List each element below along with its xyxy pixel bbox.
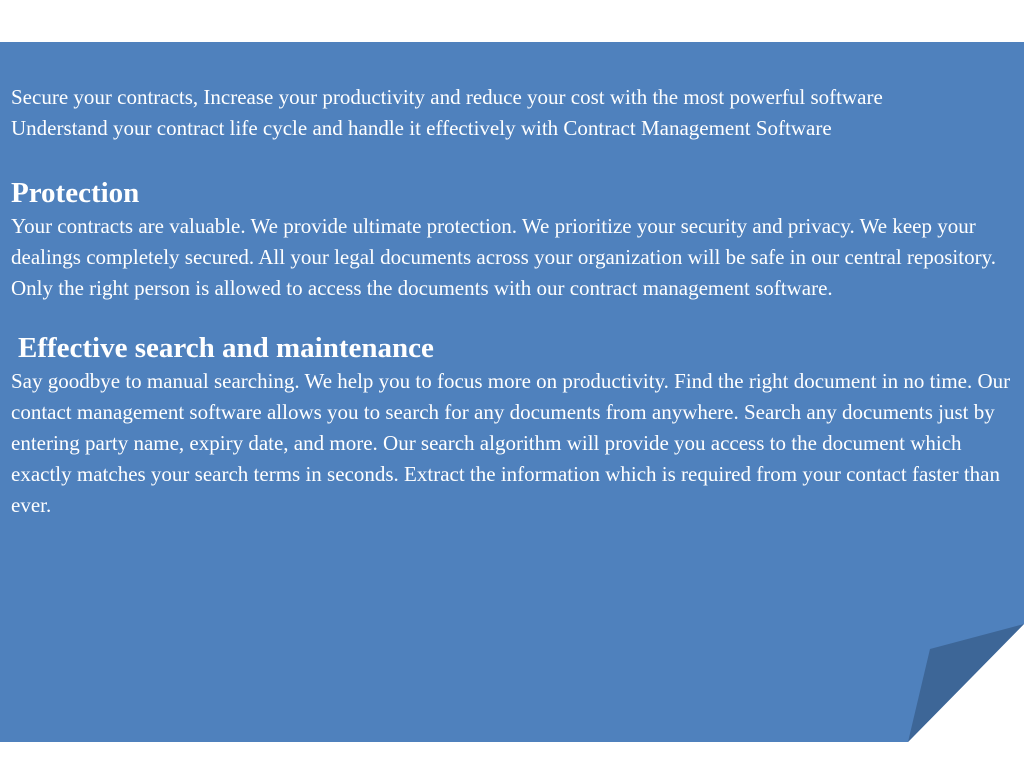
section-body: Your contracts are valuable. We provide ultimate protection. We prioritize your security and privacy. We keep your dealings completely secured. All your legal documents across your organization will be safe in our central repository. Only the right person is allowed to access the documents with our contract management software. (11, 214, 996, 300)
content-text (11, 82, 1016, 547)
section-protection (11, 175, 1016, 304)
intro-line-1: Secure your contracts, Increase your productivity and reduce your cost with the most powerful software (11, 85, 883, 109)
intro-block (11, 82, 1016, 144)
section-search (11, 330, 1016, 521)
intro-line-2: Understand your contract life cycle and handle it effectively with Contract Management Software (11, 116, 832, 140)
content-panel (0, 42, 1024, 742)
section-body: Say goodbye to manual searching. We help you to focus more on productivity. Find the right document in no time. Our contact management software allows you to search for any documents from anywhere. Search any documents just by entering party name, expiry date, and more. Our search algorithm will provide you access to the document which exactly matches your search terms in seconds. Extract the information which is required from your contact faster than ever. (11, 369, 1011, 517)
section-heading: Effective search and maintenance (18, 332, 434, 364)
section-heading: Protection (11, 177, 140, 209)
